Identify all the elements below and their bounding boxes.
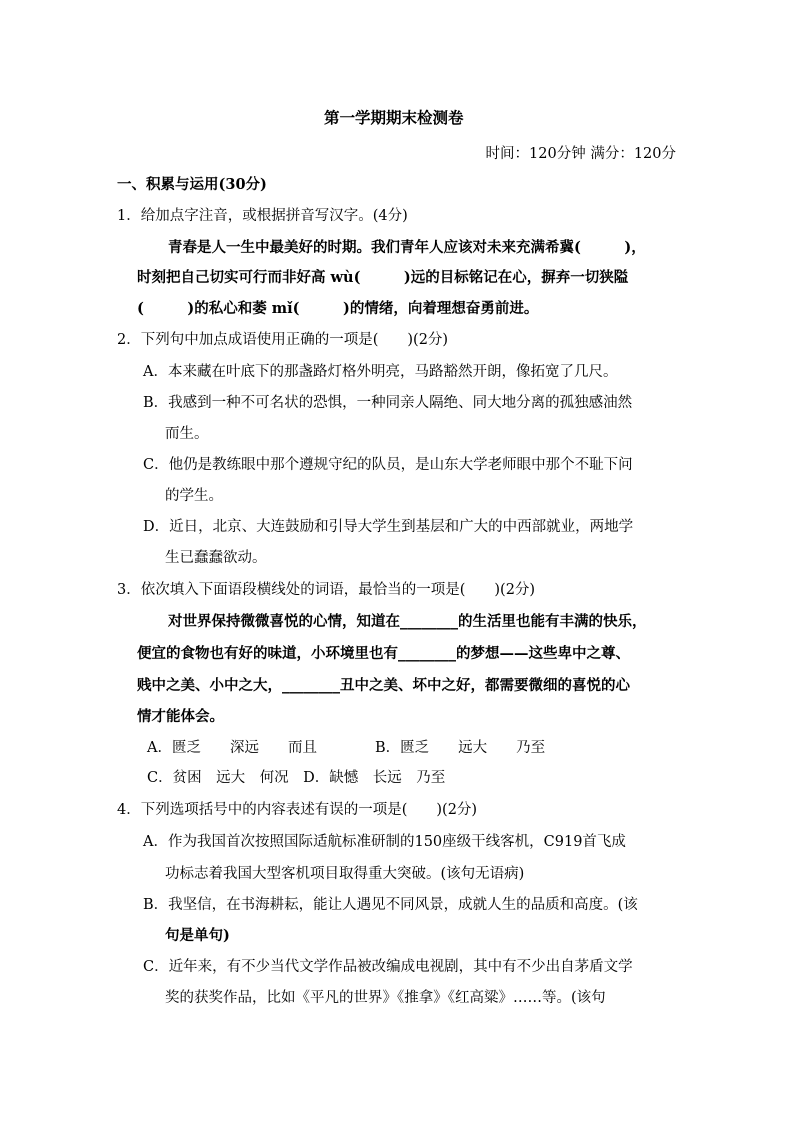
question-3-passage-line: 对世界保持微微喜悦的心情，知道在________的生活里也能有丰满的快乐， — [168, 613, 647, 630]
section-heading: 一、积累与运用(30分) — [117, 176, 267, 193]
question-3-stem: 3．依次填入下面语段横线处的词语，最恰当的一项是( )(2分) — [117, 582, 536, 598]
question-4-option-a-cont: 功标志着我国大型客机项目取得重大突破。(该句无语病) — [165, 866, 525, 882]
page-title: 第一学期期末检测卷 — [324, 108, 464, 127]
question-2-option-a: A．本来藏在叶底下的那盏路灯格外明亮，马路豁然开朗，像拓宽了几尺。 — [143, 364, 618, 380]
question-3-passage-line: 贱中之美、小中之大，________丑中之美、坏中之好，都需要微细的喜悦的心 — [137, 677, 630, 694]
question-1-passage-line: 时刻把自己切实可行而非好高 wù( )远的目标铭记在心，摒弃一切狭隘 — [137, 269, 629, 286]
question-2-stem: 2．下列句中加点成语使用正确的一项是( )(2分) — [117, 332, 449, 348]
question-4-option-b-cont: 句是单句) — [165, 927, 230, 944]
question-2-option-d: D．近日，北京、大连鼓励和引导大学生到基层和广大的中西部就业，两地学 — [143, 519, 634, 535]
question-4-stem: 4．下列选项括号中的内容表述有误的一项是( )(2分) — [117, 802, 478, 818]
question-2-option-c: C．他仍是教练眼中那个遵规守纪的队员，是山东大学老师眼中那个不耻下问 — [143, 457, 633, 473]
question-1-stem: 1．给加点字注音，或根据拼音写汉字。(4分) — [117, 208, 408, 224]
question-2-option-b: B．我感到一种不可名状的恐惧，一种同亲人隔绝、同大地分离的孤独感油然 — [143, 395, 633, 411]
question-3-passage-line: 便宜的食物也有好的味道，小环境里也有________的梦想——这些卑中之尊、 — [137, 645, 630, 662]
question-1-passage-line: 青春是人一生中最美好的时期。我们青年人应该对未来充满希冀( )， — [168, 239, 646, 256]
question-3-passage-line: 情才能体会。 — [137, 708, 224, 725]
question-2-option-c-cont: 的学生。 — [165, 488, 223, 504]
question-2-option-b-cont: 而生。 — [165, 426, 209, 442]
question-4-option-c-cont: 奖的获奖作品，比如《平凡的世界》《推拿》《红高粱》……等。(该句 — [165, 990, 606, 1006]
time-score-info: 时间：120分钟 满分：120分 — [485, 146, 676, 162]
question-2-option-d-cont: 生已蠢蠢欲动。 — [165, 550, 267, 566]
question-3-options-ab: A．匮乏 深远 而且 B．匮乏 远大 乃至 — [147, 740, 546, 756]
question-4-option-b: B．我坚信，在书海耕耘，能让人遇见不同风景，成就人生的品质和高度。(该 — [143, 897, 638, 913]
question-4-option-c: C．近年来，有不少当代文学作品被改编成电视剧，其中有不少出自茅盾文学 — [143, 959, 633, 975]
question-1-passage-line: ( )的私心和萎 mǐ( )的情绪，向着理想奋勇前进。 — [137, 300, 539, 317]
question-4-option-a: A．作为我国首次按照国际适航标准研制的150座级干线客机，C919首飞成 — [143, 834, 626, 850]
question-3-options-cd: C．贫困 远大 何况 D．缺憾 长远 乃至 — [147, 770, 446, 786]
